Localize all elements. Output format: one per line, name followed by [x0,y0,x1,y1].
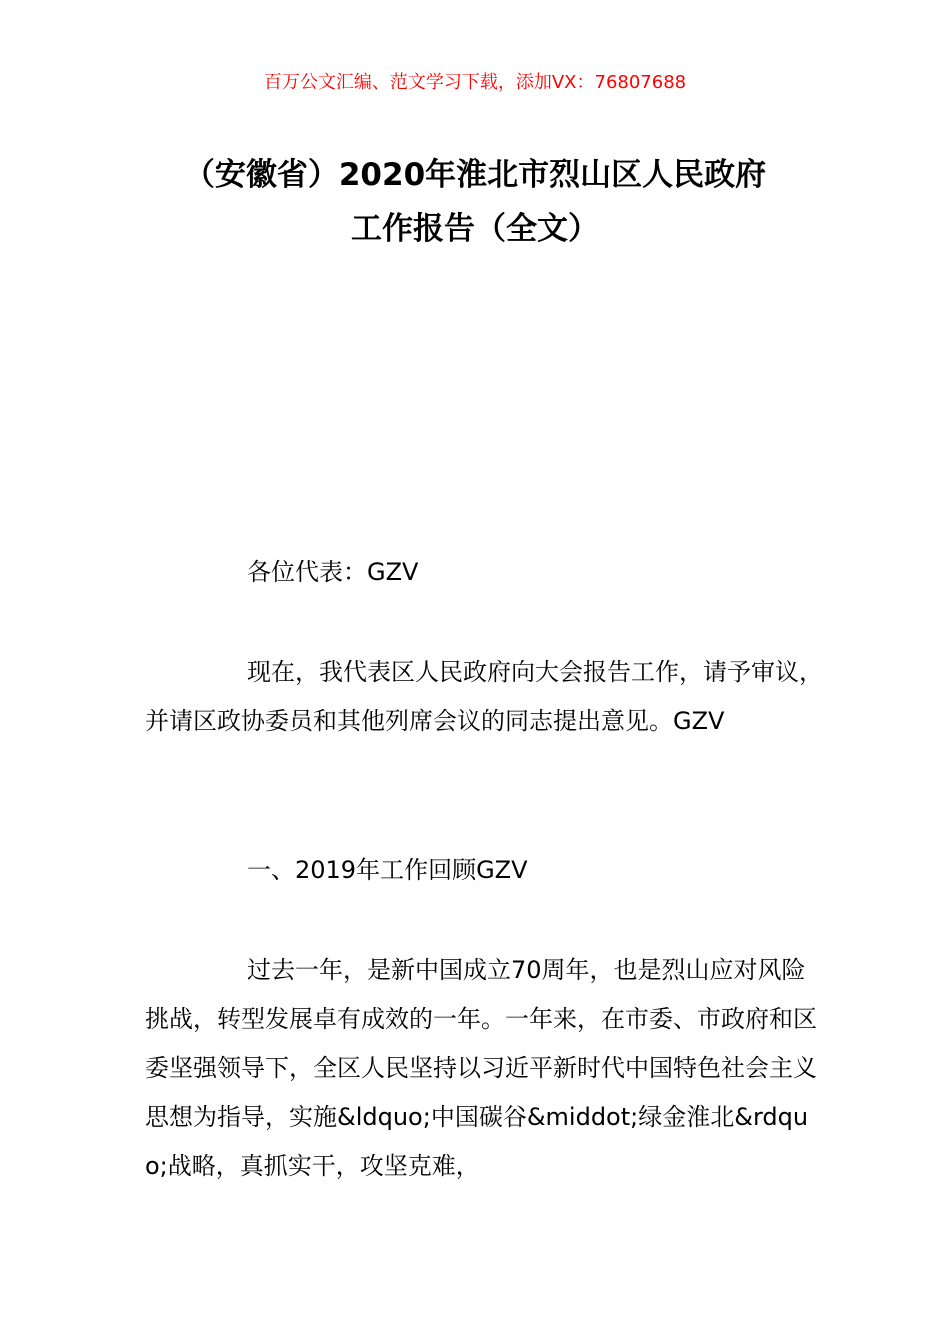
header-promo-note: 百万公文汇编、范文学习下载，添加VX：76807688 [263,72,687,93]
salutation: 各位代表：GZV [247,558,419,586]
section-heading-review: 一、2019年工作回顾GZV [247,856,528,884]
title-line-1: （安徽省）2020年淮北市烈山区人民政府 [183,157,767,193]
document-title [90,148,860,256]
title-line-2: 工作报告（全文） [351,211,599,247]
paragraph-review: 过去一年，是新中国成立70周年，也是烈山应对风险挑战，转型发展卓有成效的一年。一年来，在市委、市政府和区委坚强领导下，全区人民坚持以习近平新时代中国特色社会主义思想为指导，实施&ldquo;中国碳谷&middot;绿金淮北&rdquo;战略，真抓实干，攻坚克难， [145,956,817,1180]
paragraph-intro: 现在，我代表区人民政府向大会报告工作，请予审议，并请区政协委员和其他列席会议的同志提出意见。GZV [145,658,823,735]
